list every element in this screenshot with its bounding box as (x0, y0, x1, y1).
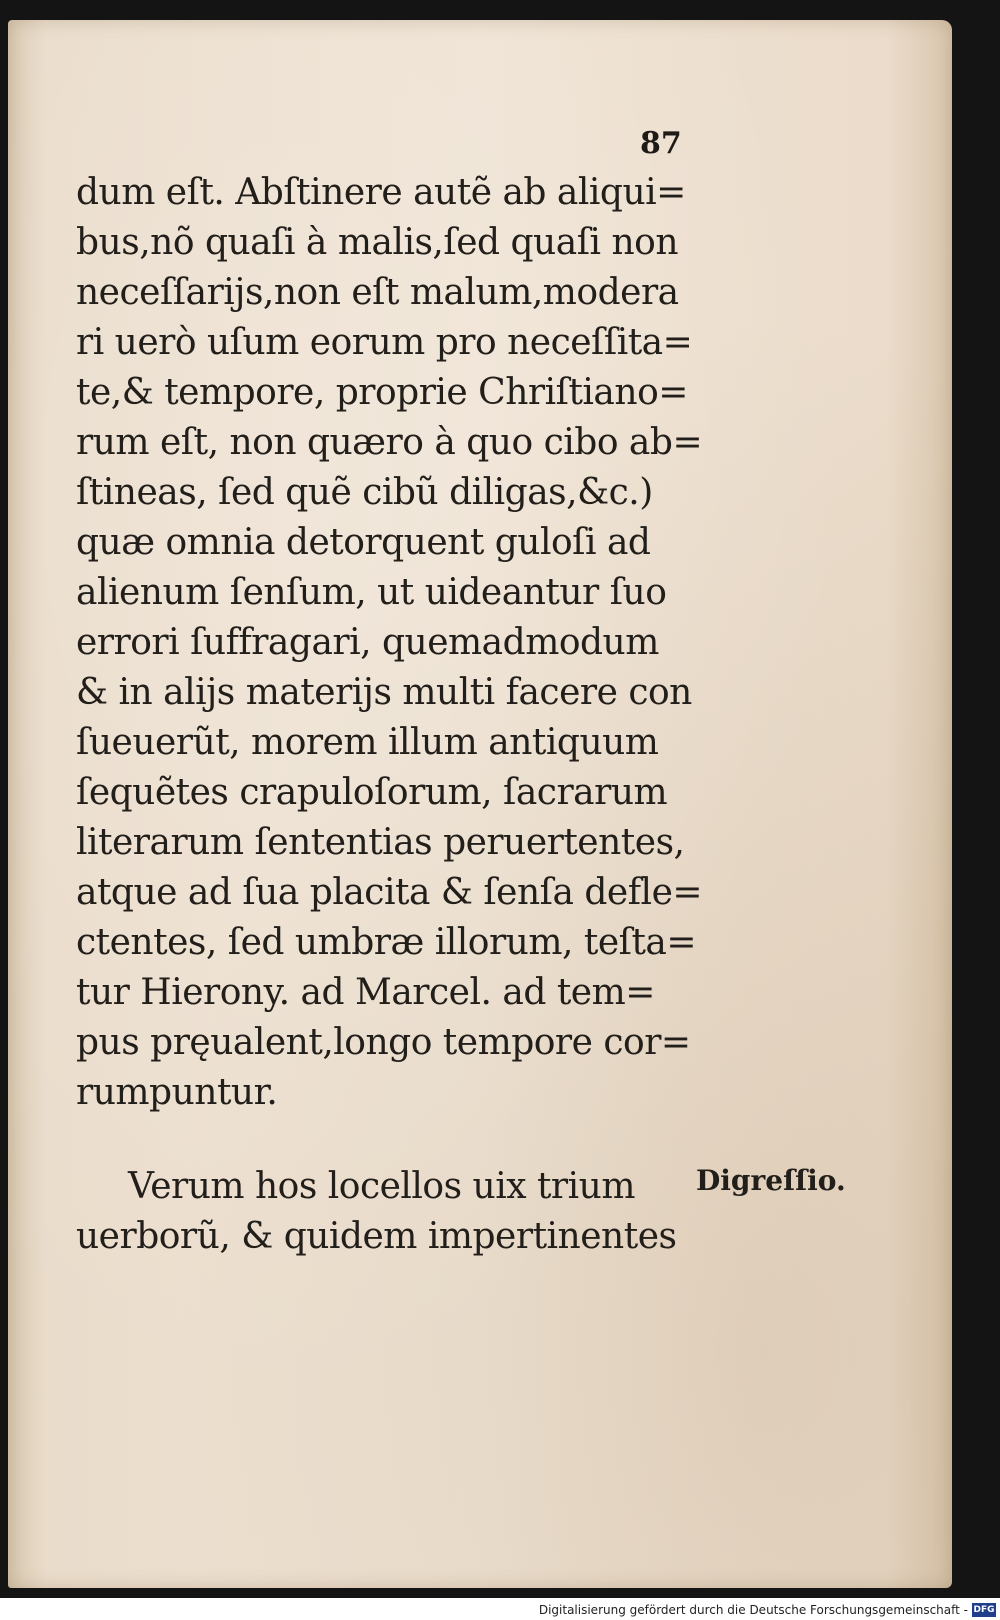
text-line: rum eſt, non quæro à quo cibo ab= (76, 422, 703, 463)
text-line: bus,nõ quaſi à malis,ſed quaſi non (76, 222, 679, 263)
paragraph-gap (76, 1118, 688, 1162)
text-line: neceſſarijs,non eſt malum,modera (76, 272, 679, 313)
text-line: alienum ſenſum, ut uideantur ſuo (76, 572, 667, 613)
text-line: te,& tempore, proprie Chriſtiano= (76, 372, 688, 413)
text-line: literarum ſententias peruertentes, (76, 822, 685, 863)
text-line: atque ad ſua placita & ſenſa defle= (76, 872, 703, 913)
page-number: 87 (640, 126, 682, 161)
text-line: Verum hos locellos uix trium (128, 1166, 635, 1207)
text-line: ctentes, ſed umbræ illorum, teſta= (76, 922, 697, 963)
text-line: pus pręualent,longo tempore cor= (76, 1022, 691, 1063)
text-line: errori ſuffragari, quemadmodum (76, 622, 659, 663)
text-line: dum eſt. Abſtinere autẽ ab aliqui= (76, 172, 686, 213)
margin-note: Digreſſio. (696, 1164, 846, 1197)
dfg-logo: DFG (973, 1605, 995, 1615)
body-text (76, 168, 703, 1262)
text-line: ſtineas, ſed quẽ cibũ diligas,&c.) (76, 472, 653, 513)
text-line: ſequẽtes crapuloſorum, ſacrarum (76, 772, 668, 813)
text-line: & in alijs materijs multi facere con (76, 672, 692, 713)
text-line: ſueuerũt, morem illum antiquum (76, 722, 659, 763)
footer-credit: Digitalisierung gefördert durch die Deutsche Forschungsgemeinschaft - (538, 1603, 968, 1617)
text-line: uerborũ, & quidem impertinentes (76, 1216, 677, 1257)
book-page (8, 20, 952, 1588)
text-line: quæ omnia detorquent guloſi ad (76, 522, 651, 563)
text-line: ri uerò uſum eorum pro neceſſita= (76, 322, 693, 363)
footer-bar (0, 1598, 1000, 1620)
text-line: tur Hierony. ad Marcel. ad tem= (76, 972, 655, 1013)
text-line: rumpuntur. (76, 1072, 278, 1113)
